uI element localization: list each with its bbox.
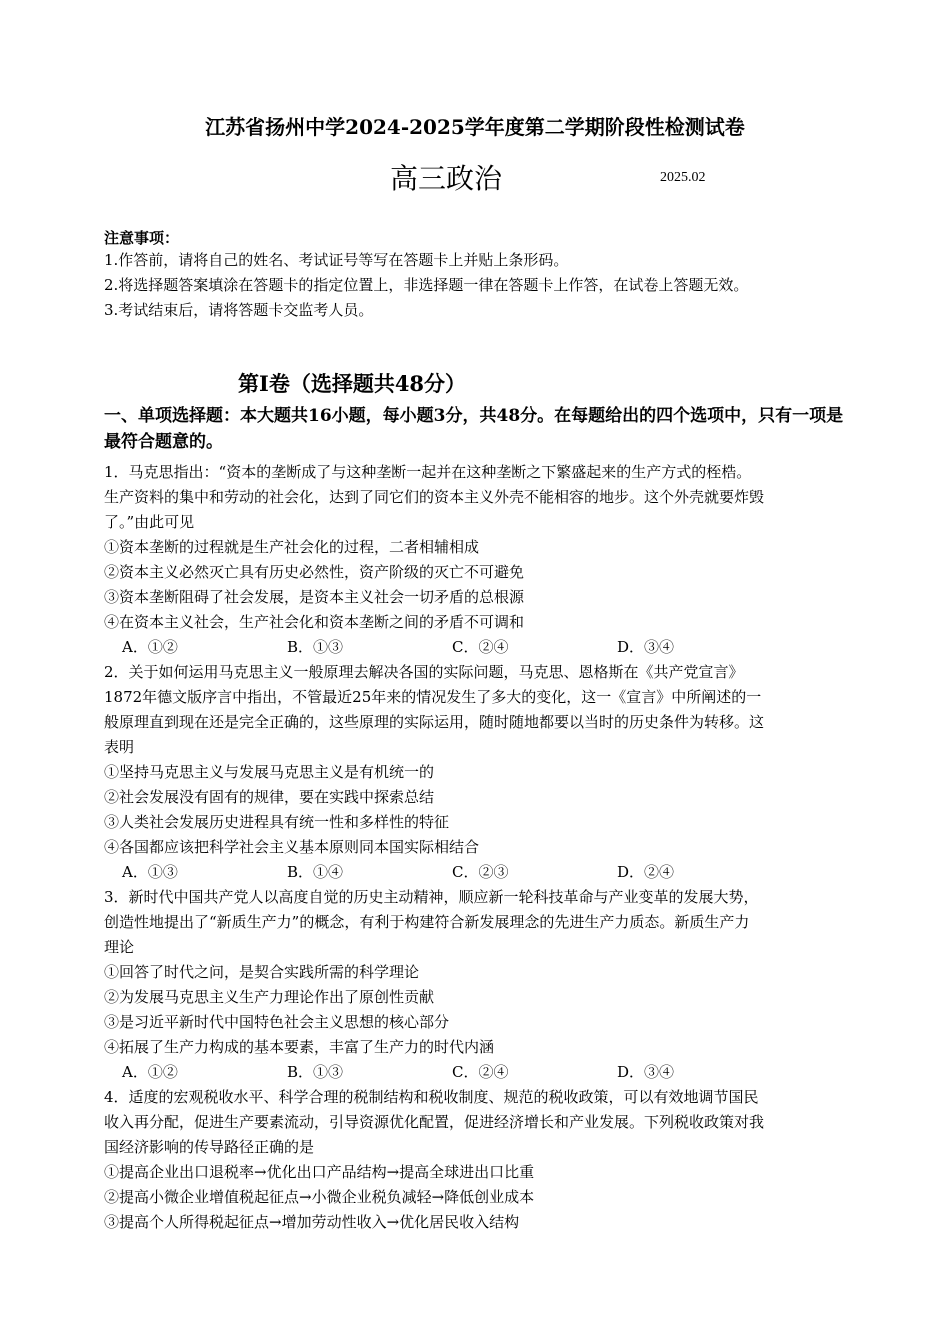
option-c: C．②④ <box>452 638 509 656</box>
statement: ③资本垄断阻碍了社会发展，是资本主义社会一切矛盾的总根源 <box>104 588 525 606</box>
question-1 <box>104 460 849 660</box>
option-a: A．①③ <box>122 863 178 881</box>
statement: ④在资本主义社会，生产社会化和资本垄断之间的矛盾不可调和 <box>104 613 525 631</box>
statement: ③提高个人所得税起征点→增加劳动性收入→优化居民收入结构 <box>104 1213 520 1231</box>
section-instruction: 一、单项选择题：本大题共16小题，每小题3分，共48分。在每题给出的四个选项中，只有一项是最符合题意的。 <box>104 406 844 452</box>
question-2 <box>104 660 849 885</box>
exam-title: 江苏省扬州中学2024-2025学年度第二学期阶段性检测试卷 <box>205 115 745 139</box>
notes-list <box>104 248 748 323</box>
note-item: 1.作答前，请将自己的姓名、考试证号等写在答题卡上并贴上条形码。 <box>104 251 569 269</box>
question-stem-line: 1．马克思指出：“资本的垄断成了与这种垄断一起并在这种垄断之下繁盛起来的生产方式的桎梏。 <box>104 463 752 481</box>
statement: ②资本主义必然灭亡具有历史必然性，资产阶级的灭亡不可避免 <box>104 563 525 581</box>
question-stem-line: 国经济影响的传导路径正确的是 <box>104 1138 315 1156</box>
exam-date: 2025.02 <box>660 170 706 185</box>
statement: ③人类社会发展历史进程具有统一性和多样性的特征 <box>104 813 450 831</box>
statement: ②社会发展没有固有的规律，要在实践中探索总结 <box>104 788 435 806</box>
option-d: D．③④ <box>617 638 675 656</box>
question-stem-line: 3．新时代中国共产党人以高度自觉的历史主动精神，顺应新一轮科技革命与产业变革的发展大势， <box>104 888 759 906</box>
option-c: C．②④ <box>452 1063 509 1081</box>
note-item: 2.将选择题答案填涂在答题卡的指定位置上，非选择题一律在答题卡上作答，在试卷上答题无效。 <box>104 276 749 294</box>
option-a: A．①② <box>122 638 178 656</box>
question-stem-line: 收入再分配，促进生产要素流动，引导资源优化配置，促进经济增长和产业发展。下列税收政策对我 <box>104 1113 765 1131</box>
option-b: B．①③ <box>287 1063 344 1081</box>
statement: ④拓展了生产力构成的基本要素，丰富了生产力的时代内涵 <box>104 1038 495 1056</box>
question-stem-line: 理论 <box>104 938 135 956</box>
statement: ①坚持马克思主义与发展马克思主义是有机统一的 <box>104 763 435 781</box>
option-a: A．①② <box>122 1063 178 1081</box>
question-stem-line: 生产资料的集中和劳动的社会化，达到了同它们的资本主义外壳不能相容的地步。这个外壳就要炸毁 <box>104 488 765 506</box>
answer-options <box>104 1060 849 1085</box>
question-stem-line: 了。”由此可见 <box>104 513 195 531</box>
statement: ①提高企业出口退税率→优化出口产品结构→提高全球进出口比重 <box>104 1163 535 1181</box>
note-item: 3.考试结束后，请将答题卡交监考人员。 <box>104 301 374 319</box>
question-stem-line: 创造性地提出了“新质生产力”的概念，有利于构建符合新发展理念的先进生产力质态。新质生产力 <box>104 913 750 931</box>
statement: ③是习近平新时代中国特色社会主义思想的核心部分 <box>104 1013 450 1031</box>
section-title: 第Ⅰ卷（选择题共48分） <box>238 371 467 396</box>
answer-options <box>104 860 849 885</box>
statement: ②为发展马克思主义生产力理论作出了原创性贡献 <box>104 988 435 1006</box>
question-stem-line: 2．关于如何运用马克思主义一般原理去解决各国的实际问题，马克思、恩格斯在《共产党宣言》 <box>104 663 744 681</box>
option-c: C．②③ <box>452 863 509 881</box>
option-b: B．①④ <box>287 863 344 881</box>
question-stem-line: 表明 <box>104 738 135 756</box>
option-b: B．①③ <box>287 638 344 656</box>
statement: ①回答了时代之问，是契合实践所需的科学理论 <box>104 963 420 981</box>
question-list <box>104 460 849 1235</box>
question-3 <box>104 885 849 1085</box>
question-4 <box>104 1085 849 1235</box>
option-d: D．③④ <box>617 1063 675 1081</box>
subject-title: 高三政治 <box>390 162 503 195</box>
notes-heading: 注意事项： <box>104 229 180 247</box>
option-d: D．②④ <box>617 863 675 881</box>
question-stem-line: 4．适度的宏观税收水平、科学合理的税制结构和税收制度、规范的税收政策，可以有效地调节国民 <box>104 1088 759 1106</box>
statement: ②提高小微企业增值税起征点→小微企业税负减轻→降低创业成本 <box>104 1188 535 1206</box>
statement: ④各国都应该把科学社会主义基本原则同本国实际相结合 <box>104 838 480 856</box>
statement: ①资本垄断的过程就是生产社会化的过程，二者相辅相成 <box>104 538 480 556</box>
question-stem-line: 般原理直到现在还是完全正确的，这些原理的实际运用，随时随地都要以当时的历史条件为转移。这 <box>104 713 765 731</box>
question-stem-line: 1872年德文版序言中指出，不管最近25年来的情况发生了多大的变化，这一《宣言》中所阐述的一 <box>104 688 762 706</box>
answer-options <box>104 635 849 660</box>
